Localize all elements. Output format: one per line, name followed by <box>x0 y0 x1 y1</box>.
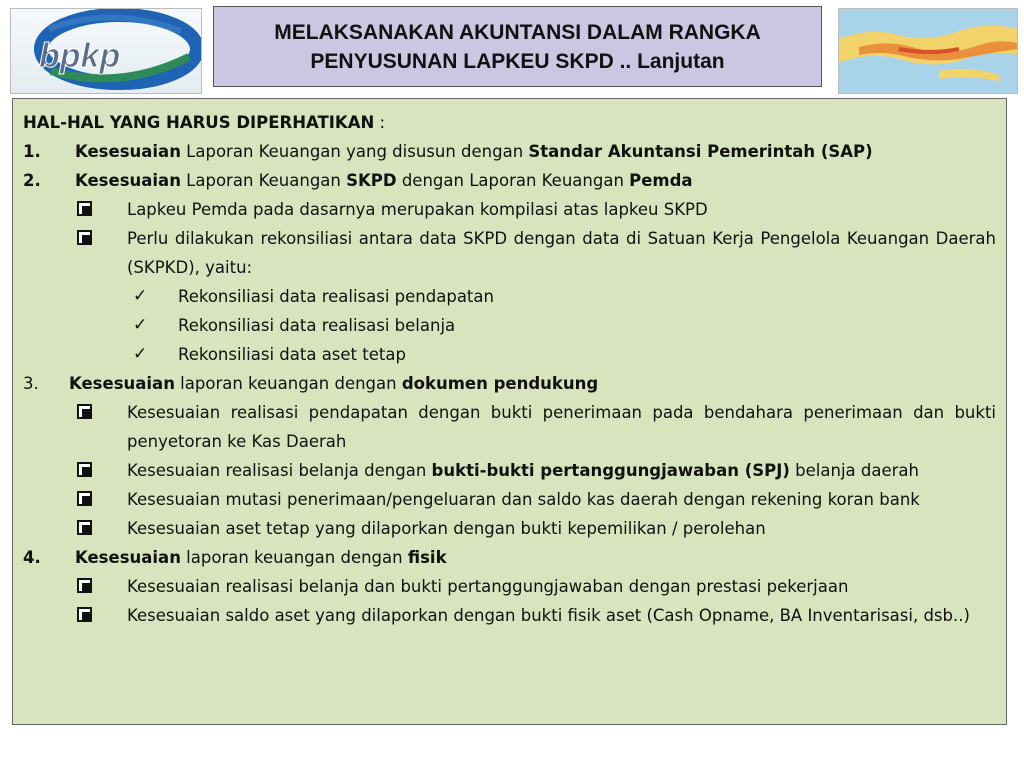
checkbox-bullet-icon <box>77 462 92 477</box>
checkbox-bullet-icon <box>77 578 92 593</box>
section-heading: HAL-HAL YANG HARUS DIPERHATIKAN : <box>23 113 386 132</box>
title-line-1: MELAKSANAKAN AKUNTANSI DALAM RANGKA <box>274 20 761 44</box>
bpkp-logo <box>10 8 202 94</box>
list-item: Kesesuaian aset tetap yang dilaporkan dengan bukti kepemilikan / perolehan <box>23 514 996 543</box>
item-4: 4. Kesesuaian laporan keuangan dengan fisik <box>23 543 996 572</box>
checkmark-icon: ✓ <box>133 286 148 306</box>
map-image <box>838 8 1018 94</box>
list-item: Kesesuaian realisasi pendapatan dengan bukti penerimaan pada bendahara penerimaan dan bukti penyetoran ke Kas Daerah <box>23 398 996 456</box>
item-3: 3. Kesesuaian laporan keuangan dengan dokumen pendukung <box>23 369 996 398</box>
check-item: ✓ Rekonsiliasi data realisasi belanja <box>23 311 996 340</box>
title-line-2: PENYUSUNAN LAPKEU SKPD .. Lanjutan <box>310 49 725 73</box>
item-number: 1. <box>23 142 41 161</box>
item-number: 3. <box>23 374 39 393</box>
checkmark-icon: ✓ <box>133 315 148 335</box>
checkmark-icon: ✓ <box>133 344 148 364</box>
list-item: Kesesuaian saldo aset yang dilaporkan dengan bukti fisik aset (Cash Opname, BA Inventarisasi, dsb..) <box>23 601 996 630</box>
svg-text:bpkp: bpkp <box>39 37 121 75</box>
list-item: Kesesuaian mutasi penerimaan/pengeluaran dan saldo kas daerah dengan rekening koran bank <box>23 485 996 514</box>
slide-title <box>213 6 822 87</box>
list-item: Kesesuaian realisasi belanja dengan bukti-bukti pertanggungjawaban (SPJ) belanja daerah <box>23 456 996 485</box>
checkbox-bullet-icon <box>77 201 92 216</box>
checkbox-bullet-icon <box>77 607 92 622</box>
checkbox-bullet-icon <box>77 520 92 535</box>
item-number: 2. <box>23 171 41 190</box>
list-item: Kesesuaian realisasi belanja dan bukti pertanggungjawaban dengan prestasi pekerjaan <box>23 572 996 601</box>
list-item: Lapkeu Pemda pada dasarnya merupakan kompilasi atas lapkeu SKPD <box>23 195 996 224</box>
checkbox-bullet-icon <box>77 404 92 419</box>
content-box <box>12 98 1007 725</box>
checkbox-bullet-icon <box>77 230 92 245</box>
item-2: 2. Kesesuaian Laporan Keuangan SKPD dengan Laporan Keuangan Pemda <box>23 166 996 195</box>
check-item: ✓ Rekonsiliasi data realisasi pendapatan <box>23 282 996 311</box>
item-number: 4. <box>23 548 41 567</box>
list-item: Perlu dilakukan rekonsiliasi antara data SKPD dengan data di Satuan Kerja Pengelola Keuangan Daerah (SKPKD), yaitu: <box>23 224 996 282</box>
check-item: ✓ Rekonsiliasi data aset tetap <box>23 340 996 369</box>
checkbox-bullet-icon <box>77 491 92 506</box>
item-1: 1. Kesesuaian Laporan Keuangan yang disusun dengan Standar Akuntansi Pemerintah (SAP) <box>23 137 996 166</box>
